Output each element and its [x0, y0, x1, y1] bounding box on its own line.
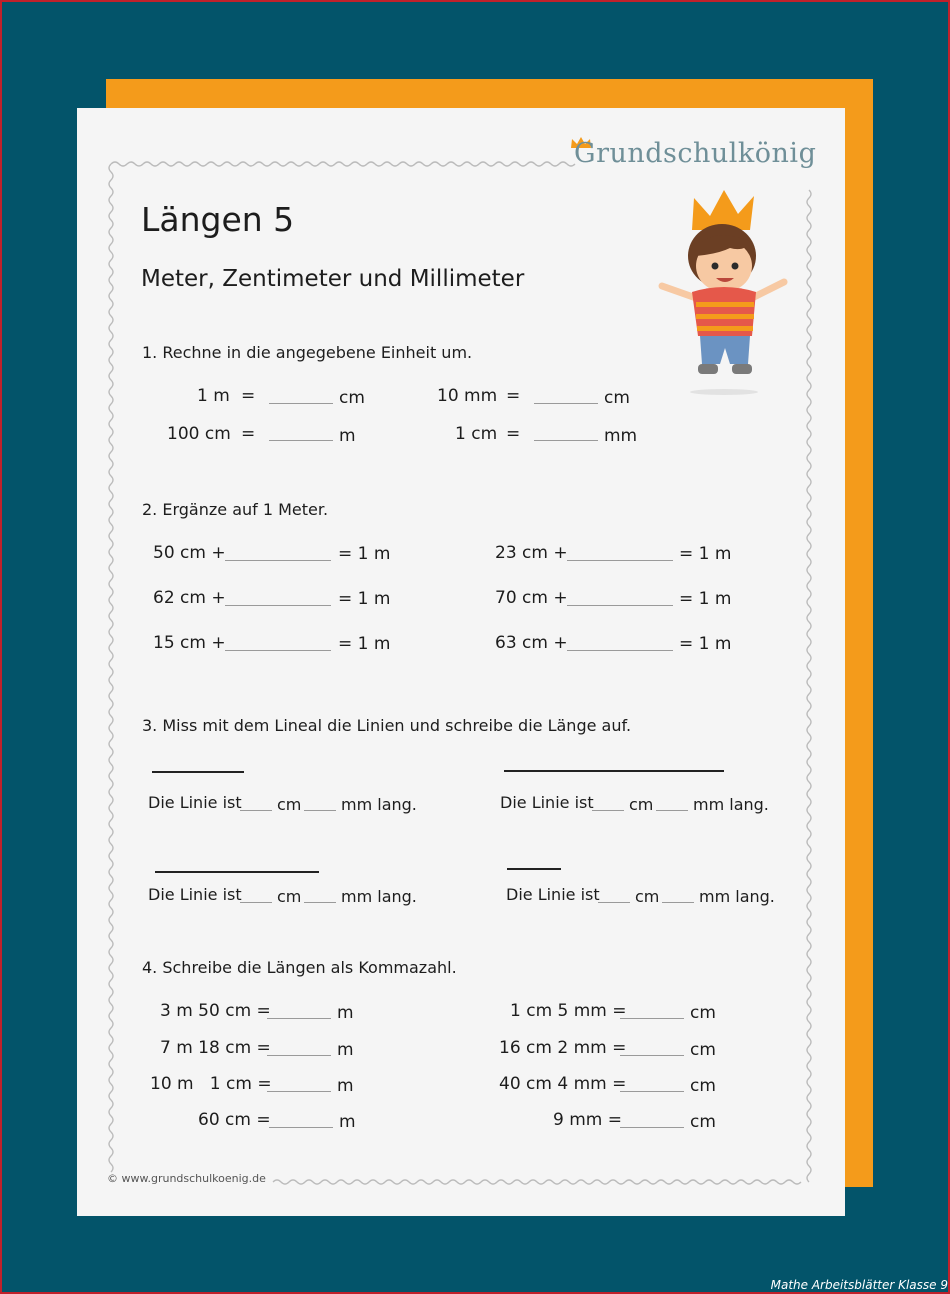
boy-mascot-icon — [652, 186, 792, 396]
task4-item-unit: m — [339, 1112, 356, 1132]
task1-heading: 1. Rechne in die angegebene Einheit um. — [142, 343, 473, 362]
task4-item-left: 16 cm 2 mm = — [499, 1038, 627, 1058]
measure-unit-cm: cm — [277, 887, 302, 906]
measure-unit-mm: mm lang. — [341, 887, 417, 906]
task4-item-unit: m — [337, 1003, 354, 1023]
answer-line[interactable] — [267, 1018, 331, 1019]
answer-line[interactable] — [267, 1055, 331, 1056]
answer-line[interactable] — [620, 1018, 684, 1019]
answer-line[interactable] — [620, 1127, 684, 1128]
answer-line[interactable] — [225, 650, 331, 651]
task4-item-unit: m — [337, 1076, 354, 1096]
task4-item-left: 40 cm 4 mm = — [499, 1074, 627, 1094]
task2-item-left: 15 cm + — [153, 633, 226, 653]
task2-item-right: = 1 m — [338, 544, 391, 564]
answer-line[interactable] — [592, 810, 624, 811]
measure-label: Die Linie ist — [500, 793, 594, 812]
answer-line[interactable] — [598, 902, 630, 903]
task2-item-left: 70 cm + — [495, 588, 568, 608]
measure-line — [155, 871, 319, 873]
measure-line — [507, 868, 561, 870]
measure-line — [504, 770, 724, 772]
task2-item-right: = 1 m — [679, 634, 732, 654]
task4-item-unit: cm — [690, 1040, 716, 1060]
answer-line[interactable] — [269, 1127, 333, 1128]
task1-item-eq: = — [241, 424, 256, 444]
task1-item-eq: = — [241, 386, 256, 406]
task4-item-unit: cm — [690, 1112, 716, 1132]
task2-item-right: = 1 m — [338, 634, 391, 654]
task4-item-left: 7 m 18 cm = — [160, 1038, 271, 1058]
task2-item-right: = 1 m — [679, 544, 732, 564]
answer-line[interactable] — [225, 560, 331, 561]
task1-item-eq: = — [506, 424, 521, 444]
task2-item-left: 50 cm + — [153, 543, 226, 563]
answer-line[interactable] — [567, 650, 673, 651]
answer-line[interactable] — [240, 810, 272, 811]
task4-item-unit: cm — [690, 1076, 716, 1096]
answer-line[interactable] — [534, 440, 598, 441]
answer-line[interactable] — [225, 605, 331, 606]
task1-item-left: 100 cm — [167, 424, 231, 444]
task3-heading: 3. Miss mit dem Lineal die Linien und schreibe die Länge auf. — [142, 716, 632, 735]
task2-item-left: 23 cm + — [495, 543, 568, 563]
measure-label: Die Linie ist — [148, 885, 242, 904]
task2-item-right: = 1 m — [679, 589, 732, 609]
worksheet-subtitle: Meter, Zentimeter und Millimeter — [141, 266, 525, 292]
measure-unit-cm: cm — [635, 887, 660, 906]
task1-item-unit: mm — [604, 426, 638, 446]
task1-item-unit: m — [339, 426, 356, 446]
task4-item-left: 10 m 1 cm = — [150, 1074, 272, 1094]
task4-item-unit: cm — [690, 1003, 716, 1023]
task2-item-left: 63 cm + — [495, 633, 568, 653]
task4-item-left: 3 m 50 cm = — [160, 1001, 271, 1021]
answer-line[interactable] — [534, 403, 598, 404]
measure-unit-cm: cm — [277, 795, 302, 814]
brand-logo: Grundschulkönig — [574, 138, 817, 169]
measure-unit-cm: cm — [629, 795, 654, 814]
measure-line — [152, 771, 244, 773]
answer-line[interactable] — [620, 1091, 684, 1092]
measure-label: Die Linie ist — [506, 885, 600, 904]
task1-item-eq: = — [506, 386, 521, 406]
task1-item-left: 10 mm — [437, 386, 498, 406]
measure-unit-mm: mm lang. — [341, 795, 417, 814]
answer-line[interactable] — [304, 902, 336, 903]
answer-line[interactable] — [567, 560, 673, 561]
answer-line[interactable] — [240, 902, 272, 903]
answer-line[interactable] — [304, 810, 336, 811]
task2-item-left: 62 cm + — [153, 588, 226, 608]
measure-unit-mm: mm lang. — [693, 795, 769, 814]
task4-item-left: 60 cm = — [198, 1110, 271, 1130]
task4-item-unit: m — [337, 1040, 354, 1060]
measure-label: Die Linie ist — [148, 793, 242, 812]
task2-heading: 2. Ergänze auf 1 Meter. — [142, 500, 329, 519]
answer-line[interactable] — [620, 1055, 684, 1056]
task2-item-right: = 1 m — [338, 589, 391, 609]
answer-line[interactable] — [656, 810, 688, 811]
task4-item-left: 1 cm 5 mm = — [510, 1001, 627, 1021]
measure-unit-mm: mm lang. — [699, 887, 775, 906]
answer-line[interactable] — [269, 403, 333, 404]
task1-item-unit: cm — [604, 388, 630, 408]
task4-heading: 4. Schreibe die Längen als Kommazahl. — [142, 958, 457, 977]
answer-line[interactable] — [662, 902, 694, 903]
answer-line[interactable] — [269, 440, 333, 441]
worksheet-title: Längen 5 — [141, 200, 295, 239]
watermark-caption: Mathe Arbeitsblätter Klasse 9 — [770, 1278, 948, 1292]
task4-item-left: 9 mm = — [553, 1110, 622, 1130]
footer-copyright[interactable]: © www.grundschulkoenig.de — [107, 1172, 266, 1185]
task1-item-left: 1 cm — [455, 424, 498, 444]
answer-line[interactable] — [267, 1091, 331, 1092]
task1-item-left: 1 m — [197, 386, 230, 406]
task1-item-unit: cm — [339, 388, 365, 408]
answer-line[interactable] — [567, 605, 673, 606]
